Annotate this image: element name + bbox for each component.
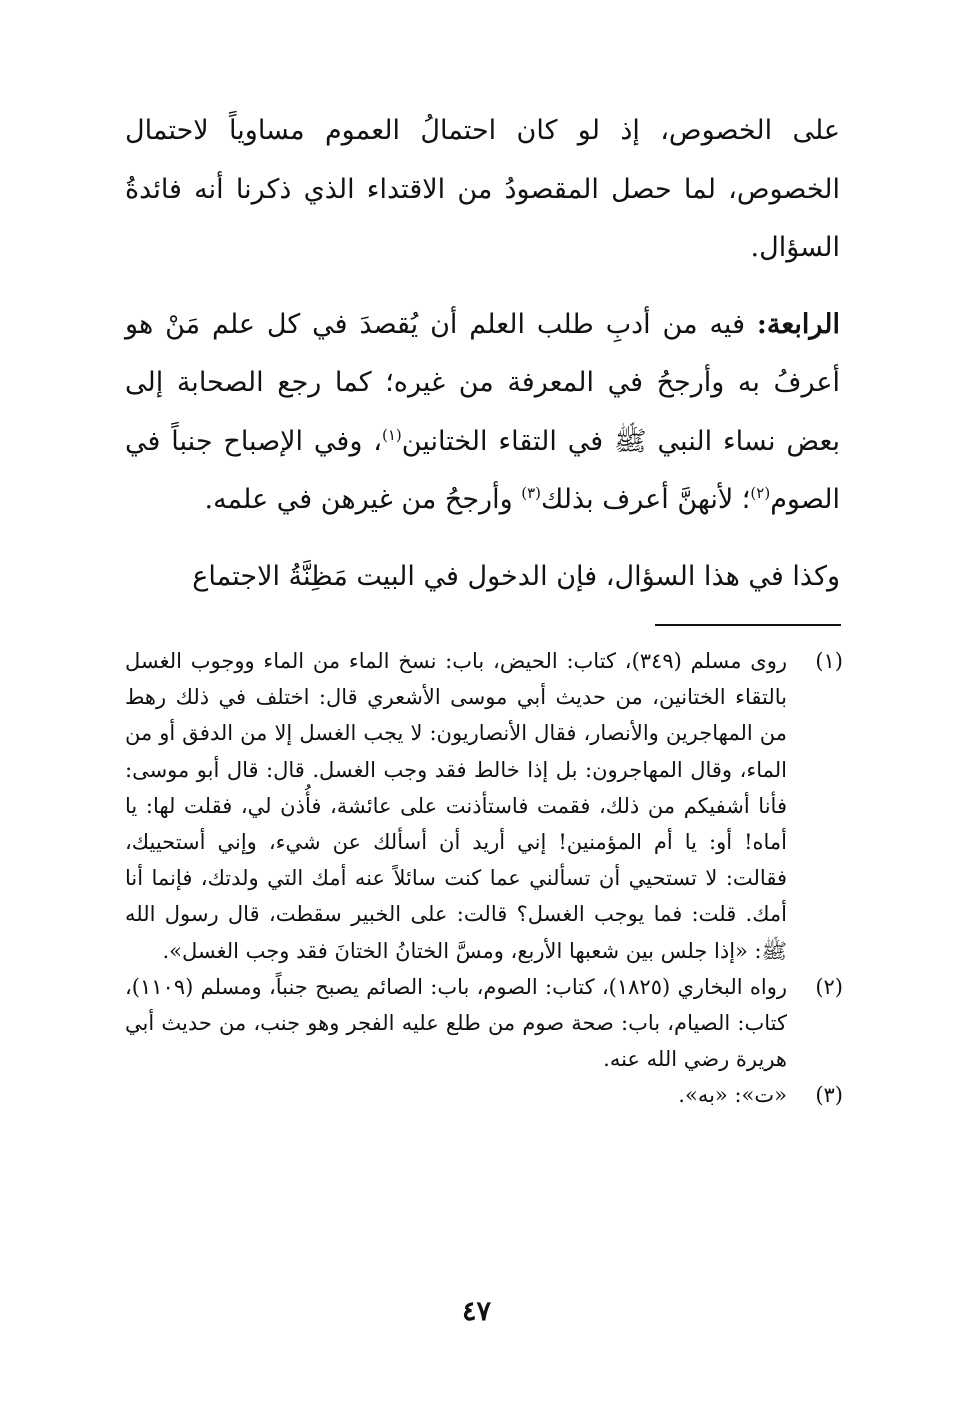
paragraph-label: الرابعة: <box>756 308 840 340</box>
footnote-separator <box>655 624 841 626</box>
footnote-ref-2[interactable]: (٢) <box>750 484 771 502</box>
page-number: ٤٧ <box>461 1296 491 1327</box>
footnote-number: (١) <box>815 649 843 673</box>
footnote-2 <box>125 969 843 1078</box>
footnote-3 <box>125 1077 843 1113</box>
footnote-text: روى مسلم (٣٤٩)، كتاب: الحيض، باب: نسخ الماء من الماء ووجوب الغسل بالتقاء الختانين، من حديث أبي موسى الأشعري قال: اختلف في ذلك رهط من المهاجرين والأنصار، فقال الأنصاريون: لا يجب الغسل إلا من الدفق أو من الماء، وقال المهاجرون: بل إذا خالط فقد وجب الغسل. قال: قال أبو موسى: فأنا أشفيكم من ذلك، فقمت فاستأذنت على عائشة، فأُذن لي، فقلت لها: يا أماه! أو: يا أم المؤمنين! إني أريد أن أسألك عن شيء، وإني أستحييك، فقالت: لا تستحيي أن تسألني عما كنت سائلاً عنه أمك التي ولدتك، فإنما أنا أمك. قلت: فما يوجب الغسل؟ قالت: على الخبير سقطت، قال رسول الله ﷺ: «إذا جلس بين شعبها الأربع، ومسَّ الختانُ الختانَ فقد وجب الغسل». <box>125 649 787 963</box>
footnote-1 <box>125 643 843 969</box>
footnote-text: رواه البخاري (١٨٢٥)، كتاب: الصوم، باب: الصائم يصبح جنباً، ومسلم (١١٠٩)، كتاب: الصيام، باب: صحة صوم من طلع عليه الفجر وهو جنب، من حديث أبي هريرة رضي الله عنه. <box>125 974 787 1072</box>
paragraph-2-text-a: فيه من أدبِ طلب العلم أن يُقصدَ في كل علم مَنْ هو أعرفُ به وأرجحُ في المعرفة من غيره؛ كما رجع الصحابة إلى بعض نساء النبي ﷺ في التقاء الختانين <box>125 308 840 457</box>
footnote-ref-3[interactable]: (٣) <box>521 484 541 502</box>
paragraph-2-text-c: ؛ لأنهنَّ أعرف بذلك <box>540 484 751 515</box>
footnote-number: (٢) <box>815 974 843 999</box>
footnote-number: (٣) <box>815 1083 843 1108</box>
main-text <box>125 102 840 606</box>
paragraph-3: وكذا في هذا السؤال، فإن الدخول في البيت مَظِنَّةُ الاجتماع <box>192 560 840 592</box>
footnotes <box>125 643 843 1114</box>
paragraph-2-text-b: ، وفي الإصباح جنباً في الصوم <box>125 425 840 515</box>
paragraph-1: على الخصوص، إذ لو كان احتمالُ العموم مساوياً لاحتمال الخصوص، لما حصل المقصودُ من الاقتداء الذي ذكرنا أنه فائدةُ السؤال. <box>125 115 840 263</box>
footnote-text: «ت»: «به». <box>678 1083 787 1108</box>
paragraph-2 <box>125 296 840 530</box>
paragraph-2-text-d: وأرجحُ من غيرهن في علمه. <box>204 484 522 515</box>
footnote-ref-1[interactable]: (١) <box>381 425 402 444</box>
